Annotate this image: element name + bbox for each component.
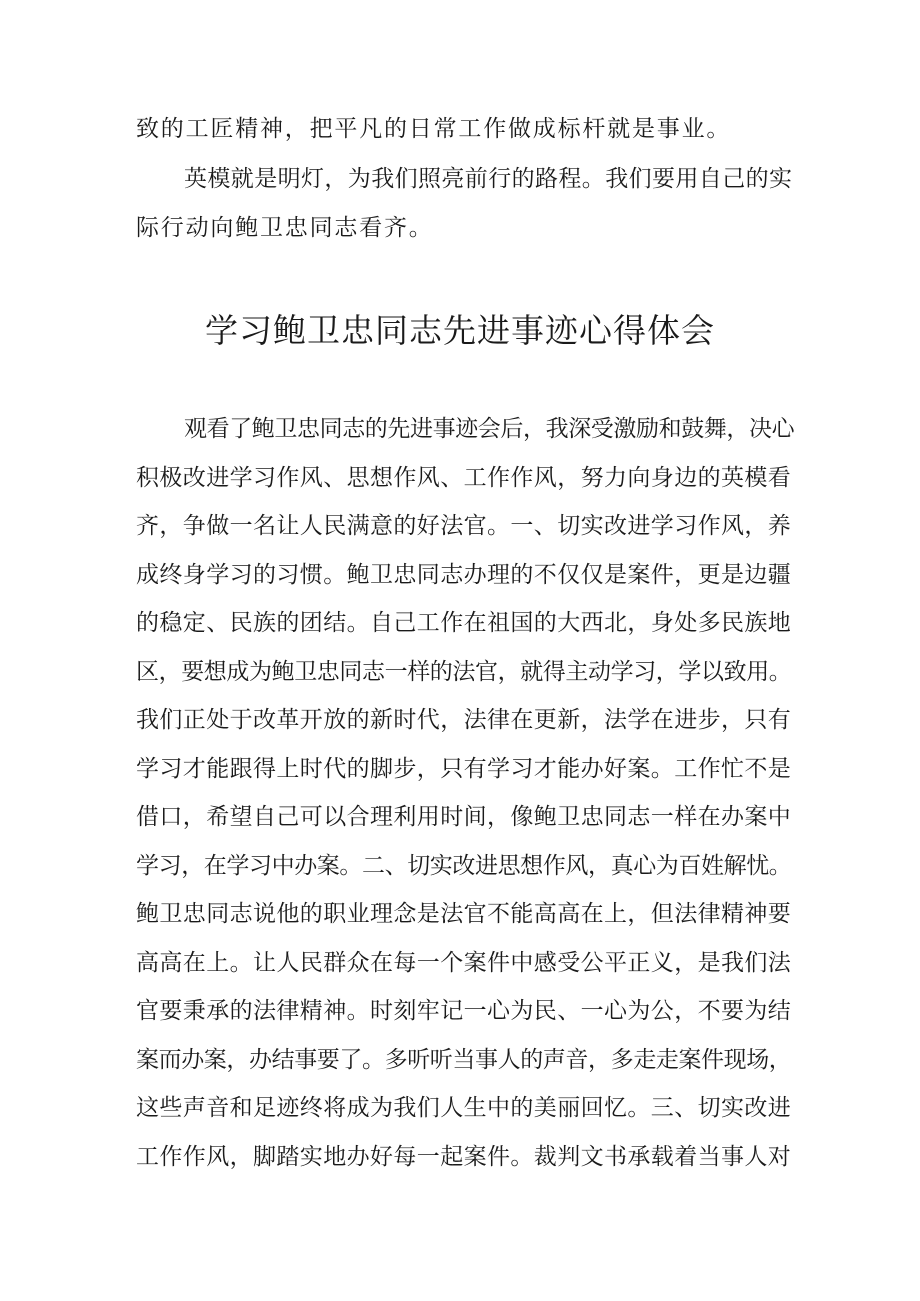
intro-line-3: 际行动向鲍卫忠同志看齐。 [136, 215, 434, 241]
body-line-8: 学习才能跟得上时代的脚步，只有学习才能办好案。工作忙不是 [136, 756, 792, 782]
body-line-11: 鲍卫忠同志说他的职业理念是法官不能高高在上，但法律精神要 [136, 901, 792, 927]
body-line-10: 学习，在学习中办案。二、切实改进思想作风，真心为百姓解忧。 [136, 853, 792, 879]
body-line-14: 案而办案，办结事要了。多听听当事人的声音，多走走案件现场， [136, 1047, 792, 1073]
body-line-7: 我们正处于改革开放的新时代，法律在更新，法学在进步，只有 [136, 707, 792, 733]
body-line-16: 工作作风，脚踏实地办好每一起案件。裁判文书承载着当事人对 [136, 1144, 792, 1170]
body-line-1: 观看了鲍卫忠同志的先进事迹会后，我深受激励和鼓舞，决心 [184, 416, 795, 442]
body-line-4: 成终身学习的习惯。鲍卫忠同志办理的不仅仅是案件，更是边疆 [136, 562, 792, 588]
body-line-12: 高高在上。让人民群众在每一个案件中感受公平正义，是我们法 [136, 950, 792, 976]
body-line-3: 齐，争做一名让人民满意的好法官。一、切实改进学习作风，养 [136, 513, 792, 539]
article-title: 学习鲍卫忠同志先进事迹心得体会 [205, 311, 715, 350]
body-line-2: 积极改进学习作风、思想作风、工作作风，努力向身边的英模看 [136, 465, 792, 491]
body-line-15: 这些声音和足迹终将成为我们人生中的美丽回忆。三、切实改进 [136, 1095, 792, 1121]
body-line-13: 官要秉承的法律精神。时刻牢记一心为民、一心为公，不要为结 [136, 998, 792, 1024]
body-line-6: 区，要想成为鲍卫忠同志一样的法官，就得主动学习，学以致用。 [136, 659, 792, 685]
intro-line-2: 英模就是明灯，为我们照亮前行的路程。我们要用自己的实 [184, 166, 793, 192]
intro-line-1: 致的工匠精神，把平凡的日常工作做成标杆就是事业。 [136, 116, 732, 142]
body-line-5: 的稳定、民族的团结。自己工作在祖国的大西北，身处多民族地 [136, 610, 792, 636]
body-line-9: 借口，希望自己可以合理利用时间，像鲍卫忠同志一样在办案中 [136, 804, 792, 830]
